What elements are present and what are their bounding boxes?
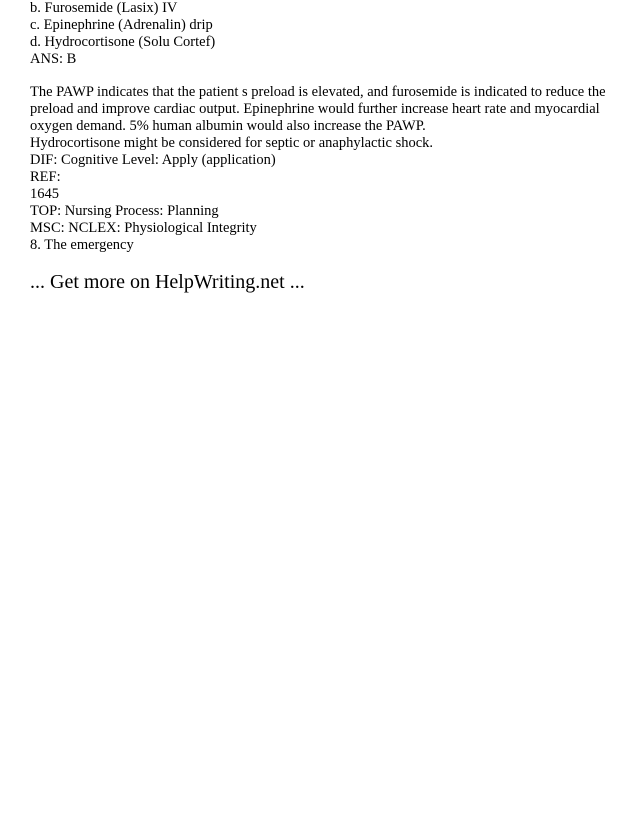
- reference-label: REF:: [30, 169, 61, 185]
- option-c: c. Epinephrine (Adrenalin) drip: [30, 17, 213, 33]
- option-d: d. Hydrocortisone (Solu Cortef): [30, 34, 216, 50]
- rationale-line: The PAWP indicates that the patient s preload is elevated, and furosemide is indicated to reduce the: [30, 84, 606, 100]
- rationale-line: preload and improve cardiac output. Epinephrine would further increase heart rate and myocardial: [30, 101, 600, 117]
- get-more-link[interactable]: ... Get more on HelpWriting.net ...: [30, 271, 305, 293]
- document-page: [30, 0, 610, 294]
- rationale-paragraph: [30, 84, 610, 254]
- rationale-line: Hydrocortisone might be considered for septic or anaphylactic shock.: [30, 135, 434, 151]
- reference-page: 1645: [30, 186, 59, 202]
- option-b: b. Furosemide (Lasix) IV: [30, 0, 178, 16]
- rationale-line: oxygen demand. 5% human albumin would also increase the PAWP.: [30, 118, 426, 134]
- msc-line: MSC: NCLEX: Physiological Integrity: [30, 220, 257, 236]
- difficulty-line: DIF: Cognitive Level: Apply (application): [30, 152, 276, 168]
- answer-line: ANS: B: [30, 51, 77, 67]
- topic-line: TOP: Nursing Process: Planning: [30, 203, 219, 219]
- next-question-line: 8. The emergency: [30, 237, 134, 253]
